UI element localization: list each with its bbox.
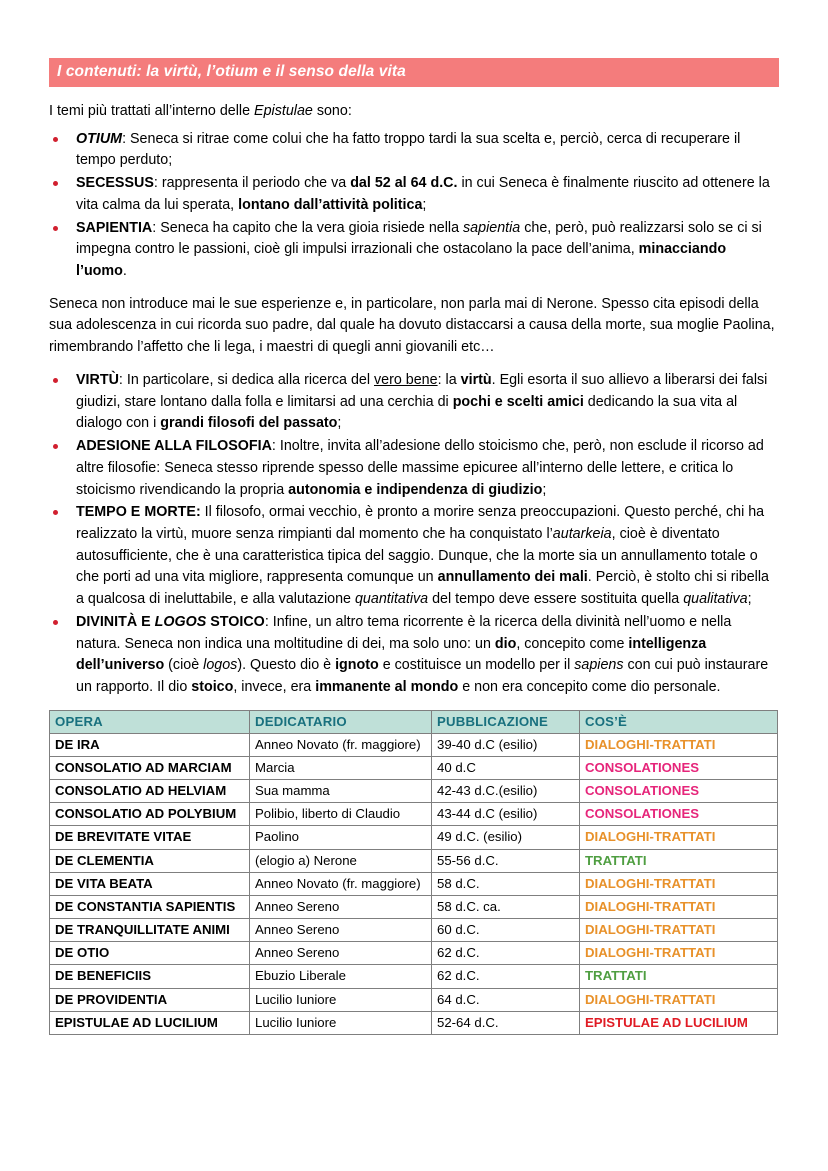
cell-categoria: DIALOGHI-TRATTATI [580,988,778,1011]
body-text: dedicando la sua vita al dialogo con i [76,393,738,432]
intro-text-start: I temi più trattati all’interno delle [49,103,255,119]
cell-categoria: CONSOLATIONES [580,780,778,803]
cell-categoria: DIALOGHI-TRATTATI [580,942,778,965]
themes-list-primary [49,129,779,283]
cell-categoria: DIALOGHI-TRATTATI [580,872,778,895]
works-table-header-row [50,710,778,733]
table-row [50,1011,778,1034]
cell-dedicatario: Sua mamma [250,780,432,803]
list-item-term: SECESSUS [76,175,154,192]
body-text: : In particolare, si dedica alla ricerca del [118,371,374,388]
list-item [49,218,779,283]
col-header-cose: COS’È [580,710,778,733]
body-text: ; [542,481,547,498]
cell-dedicatario: Anneo Novato (fr. maggiore) [250,872,432,895]
cell-opera: DE IRA [50,733,250,756]
list-item [49,173,779,216]
body-text: del tempo deve essere sostituita quella [428,591,684,608]
cell-pubblicazione: 55-56 d.C. [432,849,580,872]
cell-opera: DE CONSTANTIA SAPIENTIS [50,895,250,918]
table-row [50,803,778,826]
body-text: ; [337,415,342,432]
list-item [49,370,779,435]
emphasis-bold: annullamento dei mali [437,569,588,586]
emphasis-bold: minacciando l’uomo [76,241,727,280]
list-item-term: VIRTÙ [76,371,119,388]
section-heading-text: I contenuti: la virtù, l’otium e il senso della vita [57,63,406,80]
table-row [50,849,778,872]
cell-categoria: CONSOLATIONES [580,757,778,780]
cell-pubblicazione: 62 d.C. [432,965,580,988]
cell-categoria: EPISTULAE AD LUCILIUM [580,1011,778,1034]
cell-dedicatario: Ebuzio Liberale [250,965,432,988]
cell-pubblicazione: 58 d.C. ca. [432,895,580,918]
body-text: : Inoltre, invita all’adesione dello stoicismo che, però, non esclude il ricorso ad altre filosofie: Seneca stesso riprende spesso delle massime epicuree all’interno delle lettere, e critica lo stoicismo rivendicando la propria [76,438,764,498]
emphasis-italic: qualitativa [683,591,748,608]
cell-dedicatario: Paolino [250,826,432,849]
cell-dedicatario: (elogio a) Nerone [250,849,432,872]
emphasis-bold: virtù [460,371,492,388]
cell-pubblicazione: 64 d.C. [432,988,580,1011]
cell-dedicatario: Polibio, liberto di Claudio [250,803,432,826]
works-table-head [50,710,778,733]
cell-dedicatario: Anneo Novato (fr. maggiore) [250,733,432,756]
body-text: Il filosofo, ormai vecchio, è pronto a morire senza preoccupazioni. Questo perché, chi ha realizzato la virtù, muore senza rimpianti dal momento che ha conquistato l’ [76,504,765,542]
body-text: che, però, può realizzarsi solo se ci si impegna contro le passioni, cioè gli impulsi irrazionali che ostacolano la pace dell’anima, [76,219,762,258]
cell-dedicatario: Lucilio Iuniore [250,988,432,1011]
list-item-term: DIVINITÀ E LOGOS STOICO [76,613,265,630]
list-item-term-italic: LOGOS [154,613,207,630]
body-text: ; [747,591,752,608]
emphasis-italic: logos [203,657,238,674]
list-item [49,436,779,501]
col-header-dedicatario: DEDICATARIO [250,710,432,733]
col-header-pubblicazione: PUBBLICAZIONE [432,710,580,733]
cell-categoria: CONSOLATIONES [580,803,778,826]
works-table-body [50,733,778,1034]
intro-paragraph [49,101,779,123]
cell-categoria: DIALOGHI-TRATTATI [580,895,778,918]
emphasis-bold: ignoto [335,657,379,674]
table-row [50,872,778,895]
cell-pubblicazione: 39-40 d.C (esilio) [432,733,580,756]
cell-opera: CONSOLATIO AD HELVIAM [50,780,250,803]
table-row [50,942,778,965]
cell-dedicatario: Anneo Sereno [250,919,432,942]
body-text: (cioè [164,657,204,674]
table-row [50,780,778,803]
section-heading-banner [49,58,779,87]
emphasis-bold: dio [494,635,517,652]
themes-list-secondary [49,370,779,699]
table-row [50,757,778,780]
intro-text-end: sono: [312,103,352,119]
emphasis-underline: vero bene [374,371,438,388]
cell-categoria: TRATTATI [580,965,778,988]
cell-opera: DE OTIO [50,942,250,965]
list-item [49,612,779,699]
body-text: : la [437,371,461,388]
document-content [49,58,779,1035]
table-row [50,965,778,988]
emphasis-italic: sapientia [463,219,521,236]
body-text: ). Questo dio è [237,657,336,674]
body-text: : Seneca ha capito che la vera gioia risiede nella [152,219,464,236]
list-item-term: SAPIENTIA [76,219,153,236]
intro-text-italic: Epistulae [254,103,313,119]
body-text: con cui può instaurare un rapporto. Il dio [76,657,769,695]
body-text: : Seneca si ritrae come colui che ha fatto troppo tardi la sua scelta e, perciò, cerca di recuperare il tempo perduto; [76,130,741,169]
cell-pubblicazione: 42-43 d.C.(esilio) [432,780,580,803]
cell-dedicatario: Lucilio Iuniore [250,1011,432,1034]
list-item-term: OTIUM [76,130,123,147]
cell-opera: DE CLEMENTIA [50,849,250,872]
cell-opera: CONSOLATIO AD MARCIAM [50,757,250,780]
body-text: ; [422,196,427,213]
body-text: e costituisce un modello per il [378,657,575,674]
emphasis-bold: immanente al mondo [315,678,459,695]
table-row [50,826,778,849]
works-table [49,710,778,1035]
cell-pubblicazione: 62 d.C. [432,942,580,965]
cell-dedicatario: Anneo Sereno [250,895,432,918]
body-text: , invece, era [233,678,316,695]
body-text: . Egli esorta il suo allievo a liberarsi dei falsi giudizi, stare lontano dalla folla e limitarsi ad una cerchia di [76,371,768,410]
cell-pubblicazione: 58 d.C. [432,872,580,895]
body-text: . [122,263,127,280]
table-row [50,919,778,942]
emphasis-italic: quantitativa [354,591,429,608]
cell-dedicatario: Anneo Sereno [250,942,432,965]
cell-pubblicazione: 49 d.C. (esilio) [432,826,580,849]
emphasis-bold: intelligenza dell’universo [76,635,707,674]
emphasis-italic: sapiens [574,657,624,674]
body-text: , concepito come [516,635,629,652]
emphasis-bold: pochi e scelti amici [452,393,584,410]
cell-pubblicazione: 52-64 d.C. [432,1011,580,1034]
list-item [49,129,779,172]
list-item [49,502,779,611]
list-item-term: TEMPO E MORTE: [76,504,201,521]
cell-opera: DE BREVITATE VITAE [50,826,250,849]
cell-pubblicazione: 60 d.C. [432,919,580,942]
cell-pubblicazione: 40 d.C [432,757,580,780]
cell-categoria: TRATTATI [580,849,778,872]
emphasis-bold: autonomia e indipendenza di giudizio [288,481,543,498]
cell-opera: CONSOLATIO AD POLYBIUM [50,803,250,826]
body-text: : Infine, un altro tema ricorrente è la ricerca della divinità nell’uomo e nella natura. Seneca non indica una moltitudine di dei, ma solo uno: un [76,613,732,652]
cell-categoria: DIALOGHI-TRATTATI [580,919,778,942]
cell-opera: DE VITA BEATA [50,872,250,895]
cell-categoria: DIALOGHI-TRATTATI [580,733,778,756]
table-row [50,895,778,918]
cell-opera: DE PROVIDENTIA [50,988,250,1011]
cell-opera: EPISTULAE AD LUCILIUM [50,1011,250,1034]
cell-opera: DE TRANQUILLITATE ANIMI [50,919,250,942]
emphasis-bold: dal 52 al 64 d.C. [350,175,458,192]
body-text: : rappresenta il periodo che va [153,175,351,192]
table-row [50,733,778,756]
col-header-opera: OPERA [50,710,250,733]
emphasis-bold: grandi filosofi del passato [160,415,338,432]
cell-opera: DE BENEFICIIS [50,965,250,988]
body-text: , cioè è diventato autosufficiente, che è una caratteristica tipica del saggio. Dunque, che la morte sia un annullamento totale o che porti ad una vita migliore, rappresenta comunque un [76,525,758,586]
cell-dedicatario: Marcia [250,757,432,780]
body-text: e non era concepito come dio personale. [458,678,721,695]
middle-paragraph: Seneca non introduce mai le sue esperienze e, in particolare, non parla mai di Nerone. Spesso cita episodi della sua adolescenza in cui ricorda suo padre, dal quale ha dovuto distaccarsi a causa della morte, sua moglie Paolina, rimembrando l’affetto che li lega, i maestri di quegli anni giovanili etc… [49,295,775,356]
body-text: in cui Seneca è finalmente riuscito ad ottenere la vita calma da lui sperata, [76,175,770,213]
body-text: . Perciò, è stolto chi si ribella a qualcosa di ineluttabile, e alla valutazione [76,569,769,608]
emphasis-bold: stoico [191,678,234,695]
emphasis-bold: lontano dall’attività politica [238,196,423,213]
emphasis-italic: autarkeia [552,525,612,542]
list-item-term: ADESIONE ALLA FILOSOFIA [76,438,272,455]
table-row [50,988,778,1011]
cell-pubblicazione: 43-44 d.C (esilio) [432,803,580,826]
cell-categoria: DIALOGHI-TRATTATI [580,826,778,849]
